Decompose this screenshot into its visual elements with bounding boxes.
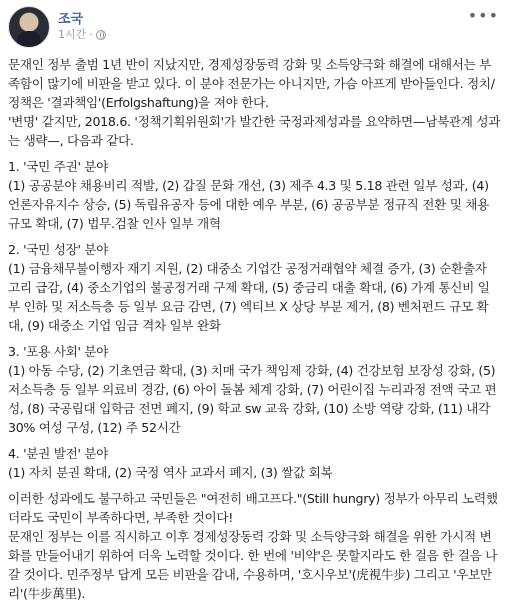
- section-4-text: (1) 자치 분권 확대, (2) 국정 역사 교과서 폐지, (3) 쌀값 회복: [8, 465, 333, 480]
- intro-summary: '변명' 같지만, 2018.6. '정책기획위원회'가 발간한 국정과제성과를 요약하면—남북관계 성과는 생략—, 다음과 같다.: [8, 114, 501, 148]
- intro-text: 문재인 정부 출범 1년 반이 지났지만, 경제성장동력 강화 및 소득양극화 해결에 대해서는 부족함이 많기에 비판을 받고 있다. 이 분야 전문가는 아니지만, 가슴 아프게 받아들인다. 정치/정책은 '결과책임'(Erfolgshaftung)을 져야 한다.: [8, 57, 495, 110]
- section-1-title: 1. '국민 주권' 분야: [8, 159, 109, 174]
- post-header: [8, 6, 106, 48]
- more-options-icon[interactable]: •••: [467, 6, 499, 25]
- conclusion-text: 이러한 성과에도 불구하고 국민들은 "여전히 배고프다."(Still hungry) 정부가 아무리 노력했더라도 국민이 부족하다면, 부족한 것이다!: [8, 491, 498, 525]
- section-2-title: 2. '국민 성장' 분야: [8, 242, 109, 257]
- globe-icon: [96, 30, 106, 40]
- post-meta: 1시간 ·: [58, 28, 106, 42]
- post-body: [8, 55, 501, 603]
- post-time[interactable]: 1시간: [58, 28, 87, 41]
- section-3-title: 3. '포용 사회' 분야: [8, 344, 109, 359]
- avatar[interactable]: [8, 6, 50, 48]
- closing-text: 문재인 정부는 이를 직시하고 이후 경제성장동력 강화 및 소득양극화 해결을 위한 가시적 변화를 만들어내기 위하여 더욱 노력할 것이다. 한 번에 '비약'은 못할지라도 한 걸음 한 걸음 나갈 것이다. 민주정부 답게 모든 비판을 감내, 수용하며, '호시우보'(虎視牛步) 그리고 '우보만리'(牛步萬里).: [8, 529, 498, 601]
- author-name[interactable]: 조국: [58, 12, 84, 27]
- author-block: [58, 12, 106, 42]
- section-2-text: (1) 금융채무불이행자 재기 지원, (2) 대중소 기업간 공정거래협약 체결 증가, (3) 순환출자 고리 급감, (4) 중소기업의 불공정거래 구제 확대, (5) 중금리 대출 확대, (6) 가계 통신비 일부 인하 및 저소득층 등 일부 요금 감면, (7) 엑티브 X 상당 부분 제거, (8) 벤처펀드 규모 확대, (9) 대중소 기업 임금 격차 일부 완화: [8, 261, 490, 333]
- section-3-text: (1) 아동 수당, (2) 기초연금 확대, (3) 치매 국가 책임제 강화, (4) 건강보험 보장성 강화, (5) 저소득층 등 일부 의료비 경감, (6) 아이 돌봄 체계 강화, (7) 어린이집 누리과정 전액 국고 편성, (8) 국공립대 입학금 전면 폐지, (9) 학교 sw 교육 강화, (10) 소방 역량 강화, (11) 내각 30% 여성 구성, (12) 주 52시간: [8, 363, 497, 435]
- section-4-title: 4. '분권 발전' 분야: [8, 446, 109, 461]
- section-1-text: (1) 공공분야 채용비리 적발, (2) 갑질 문화 개선, (3) 제주 4.3 및 5.18 관련 일부 성과, (4) 언론자유지수 상승, (5) 독립유공자 등에 대한 예우 부분, (6) 공공부분 정규직 전환 및 채용 규모 확대, (7) 법무.검찰 인사 일부 개혁: [8, 178, 489, 231]
